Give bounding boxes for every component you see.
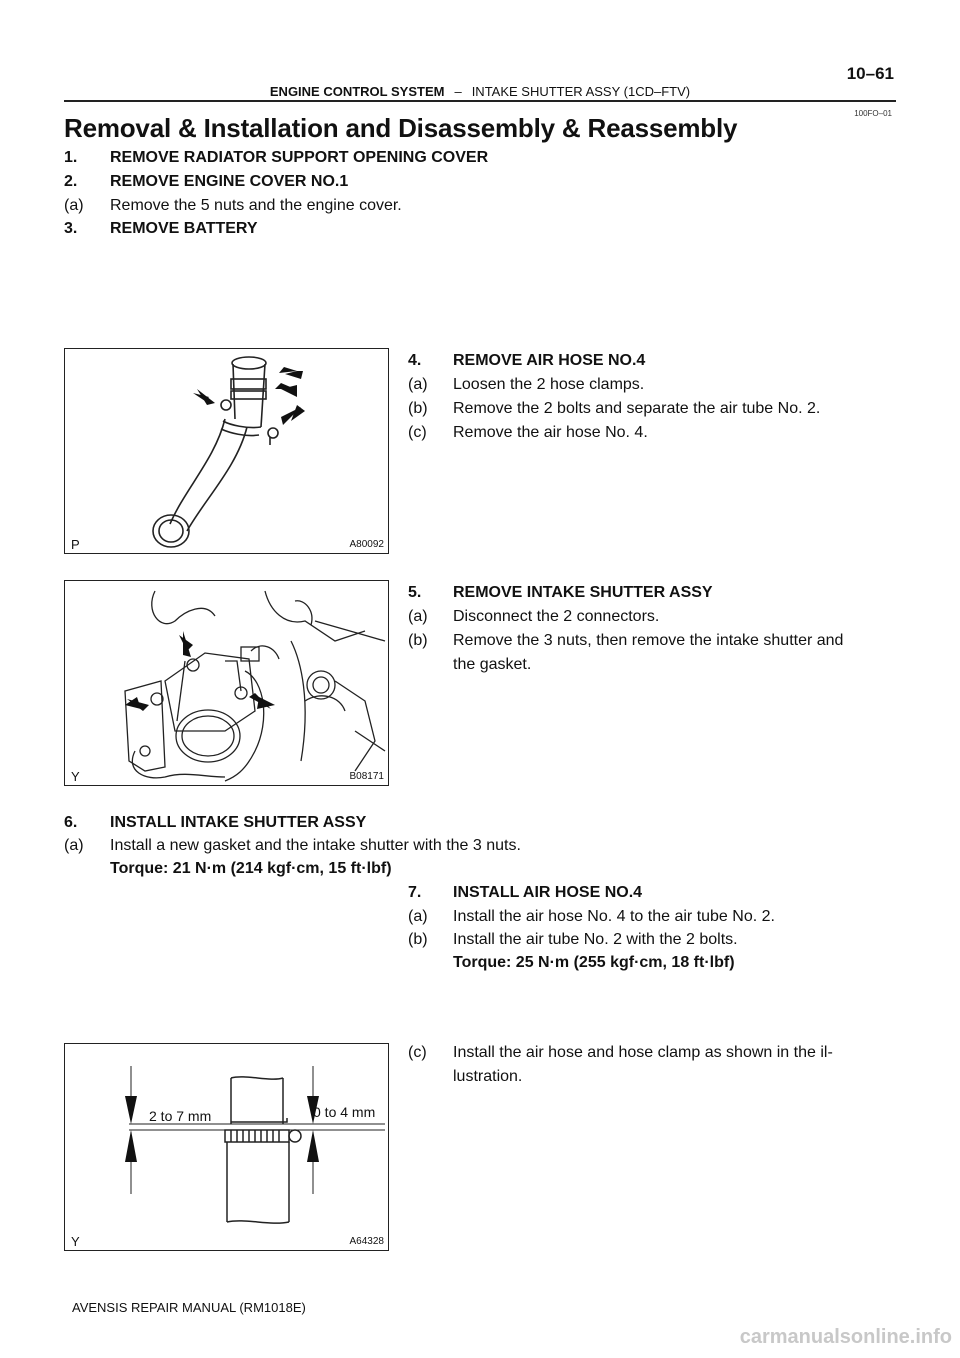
doc-code: 100FO–01	[854, 109, 892, 118]
page-number: 10–61	[846, 64, 894, 83]
figure-air-hose	[64, 348, 389, 554]
section-title: ENGINE CONTROL SYSTEM	[269, 84, 445, 99]
watermark-link[interactable]: carmanualsonline.info	[739, 1326, 952, 1348]
dimension-arrows	[125, 1096, 319, 1162]
page-title: Removal & Installation and Disassembly & Reassembly	[64, 113, 738, 143]
dimension-label-left: 2 to 7 mm	[149, 1108, 212, 1124]
footer-manual-title: AVENSIS REPAIR MANUAL (RM1018E)	[72, 1300, 306, 1315]
header-divider	[64, 100, 896, 102]
figure-code: B08171	[349, 771, 384, 782]
section-header	[0, 84, 960, 99]
figure-letter: Y	[71, 1234, 80, 1249]
dimension-label-right: 0 to 4 mm	[313, 1104, 376, 1120]
figure-code: A80092	[349, 539, 384, 550]
callout-arrows	[193, 367, 305, 425]
hose-clamp-illustration	[65, 1044, 389, 1251]
figure-letter: P	[71, 537, 80, 552]
intake-shutter-illustration	[65, 581, 389, 786]
figure-letter: Y	[71, 769, 80, 784]
figure-intake-shutter	[64, 580, 389, 786]
subsection-title: INTAKE SHUTTER ASSY (1CD–FTV)	[471, 84, 691, 99]
figure-code: A64328	[349, 1236, 384, 1247]
header-separator: –	[454, 84, 462, 99]
air-hose-illustration	[65, 349, 389, 554]
callout-arrows	[125, 631, 275, 711]
figure-hose-clamp	[64, 1043, 389, 1251]
